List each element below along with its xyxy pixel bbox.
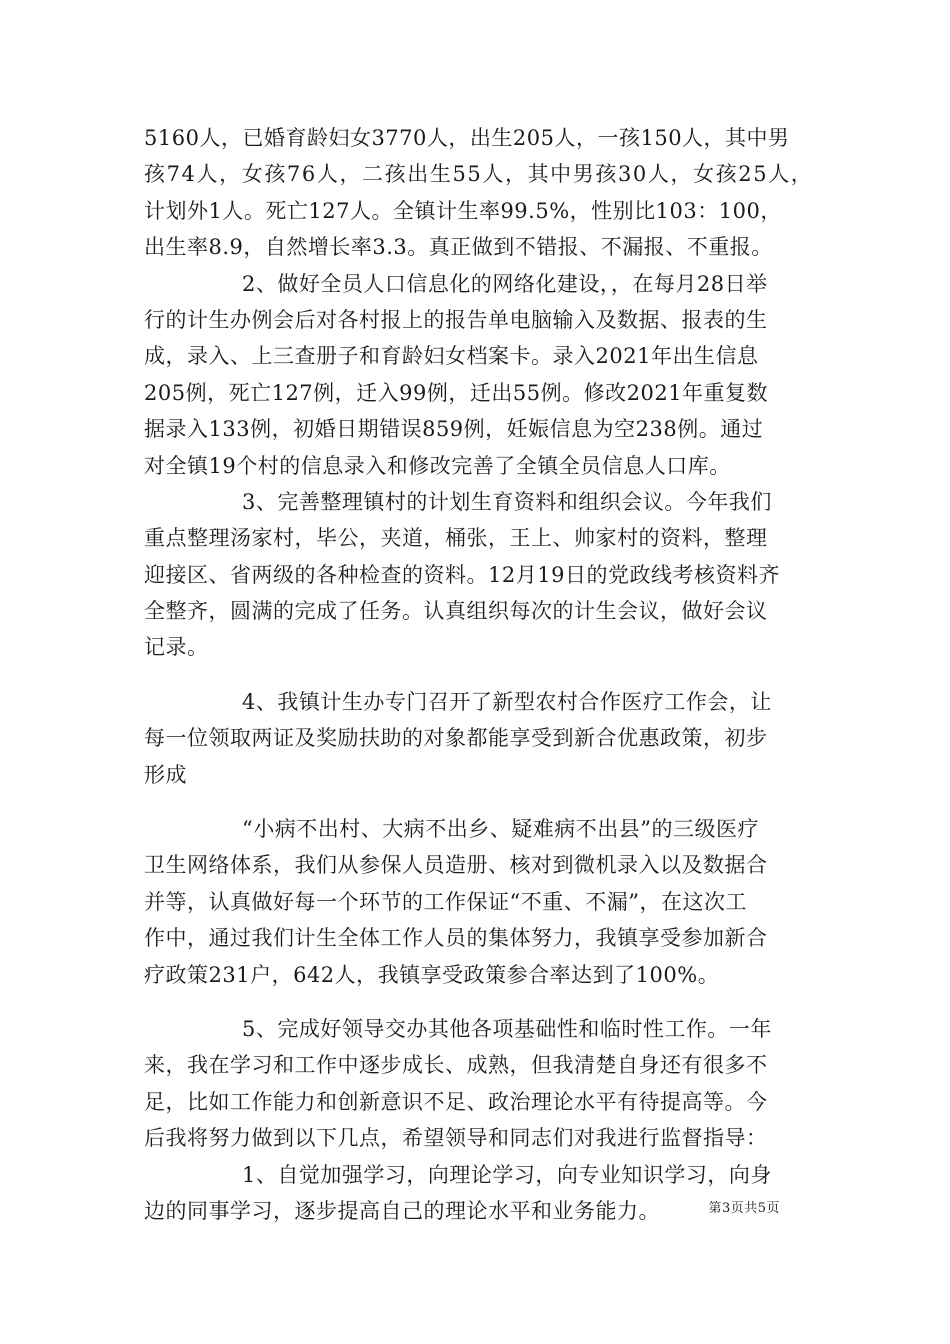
document-body (144, 120, 814, 1229)
text-line: 行的计生办例会后对各村报上的报告单电脑输入及数据、报表的生 (144, 307, 768, 332)
paragraph-3-start: 3、完善整理镇村的计划生育资料和组织会议。今年我们 (242, 489, 772, 514)
text-line: 疗政策231户，642人，我镇享受政策参合率达到了100%。 (144, 962, 720, 987)
quote-line: “小病不出村、大病不出乡、疑难病不出县”的三级医疗 (242, 817, 759, 842)
text-line: 并等，认真做好每一个环节的工作保证“不重、不漏”，在这次工 (144, 889, 747, 914)
text-line: 迎接区、省两级的各种检查的资料。12月19日的党政线考核资料齐 (144, 562, 780, 587)
text-line: 足，比如工作能力和创新意识不足、政治理论水平有待提高等。今 (144, 1089, 768, 1114)
text-line: 计划外1人。死亡127人。全镇计生率99.5%，性别比103：100， (144, 198, 782, 223)
text-line: 形成 (144, 762, 187, 787)
text-line: 205例，死亡127例，迁入99例，迁出55例。修改2021年重复数 (144, 380, 769, 405)
text-line: 重点整理汤家村，毕公，夹道，桶张，王上、帅家村的资料，整理 (144, 526, 768, 551)
paragraph-5-start: 5、完成好领导交办其他各项基础性和临时性工作。一年 (242, 1016, 772, 1041)
list-item-1-start: 1、自觉加强学习，向理论学习，向专业知识学习，向身 (242, 1162, 772, 1187)
paragraph-2-start: 2、做好全员人口信息化的网络化建设，，在每月28日举 (242, 271, 768, 296)
text-line: 每一位领取两证及奖励扶助的对象都能享受到新合优惠政策，初步 (144, 726, 768, 751)
text-line: 记录。 (144, 635, 209, 660)
text-line: 出生率8.9，自然增长率3.3。真正做到不错报、不漏报、不重报。 (144, 235, 773, 260)
text-line: 全整齐，圆满的完成了任务。认真组织每次的计生会议，做好会议 (144, 599, 768, 624)
text-line: 对全镇19个村的信息录入和修改完善了全镇全员信息人口库。 (144, 453, 731, 478)
text-line: 卫生网络体系，我们从参保人员造册、核对到微机录入以及数据合 (144, 853, 768, 878)
text-line: 边的同事学习，逐步提高自己的理论水平和业务能力。 (144, 1198, 660, 1223)
text-line: 成，录入、上三查册子和育龄妇女档案卡。录入2021年出生信息 (144, 344, 759, 369)
text-line: 作中，通过我们计生全体工作人员的集体努力，我镇享受参加新合 (144, 926, 768, 951)
text-line: 来，我在学习和工作中逐步成长、成熟，但我清楚自身还有很多不 (144, 1053, 768, 1078)
page-number: 第3页共5页 (708, 1201, 780, 1216)
text-line: 孩74人，女孩76人，二孩出生55人，其中男孩30人，女孩25人， (144, 162, 814, 187)
paragraph-4-start: 4、我镇计生办专门召开了新型农村合作医疗工作会，让 (242, 689, 772, 714)
text-line: 后我将努力做到以下几点，希望领导和同志们对我进行监督指导： (144, 1126, 768, 1151)
text-line: 据录入133例，初婚日期错误859例，妊娠信息为空238例。通过 (144, 417, 764, 442)
text-line: 5160人，已婚育龄妇女3770人，出生205人，一孩150人，其中男 (144, 126, 790, 150)
